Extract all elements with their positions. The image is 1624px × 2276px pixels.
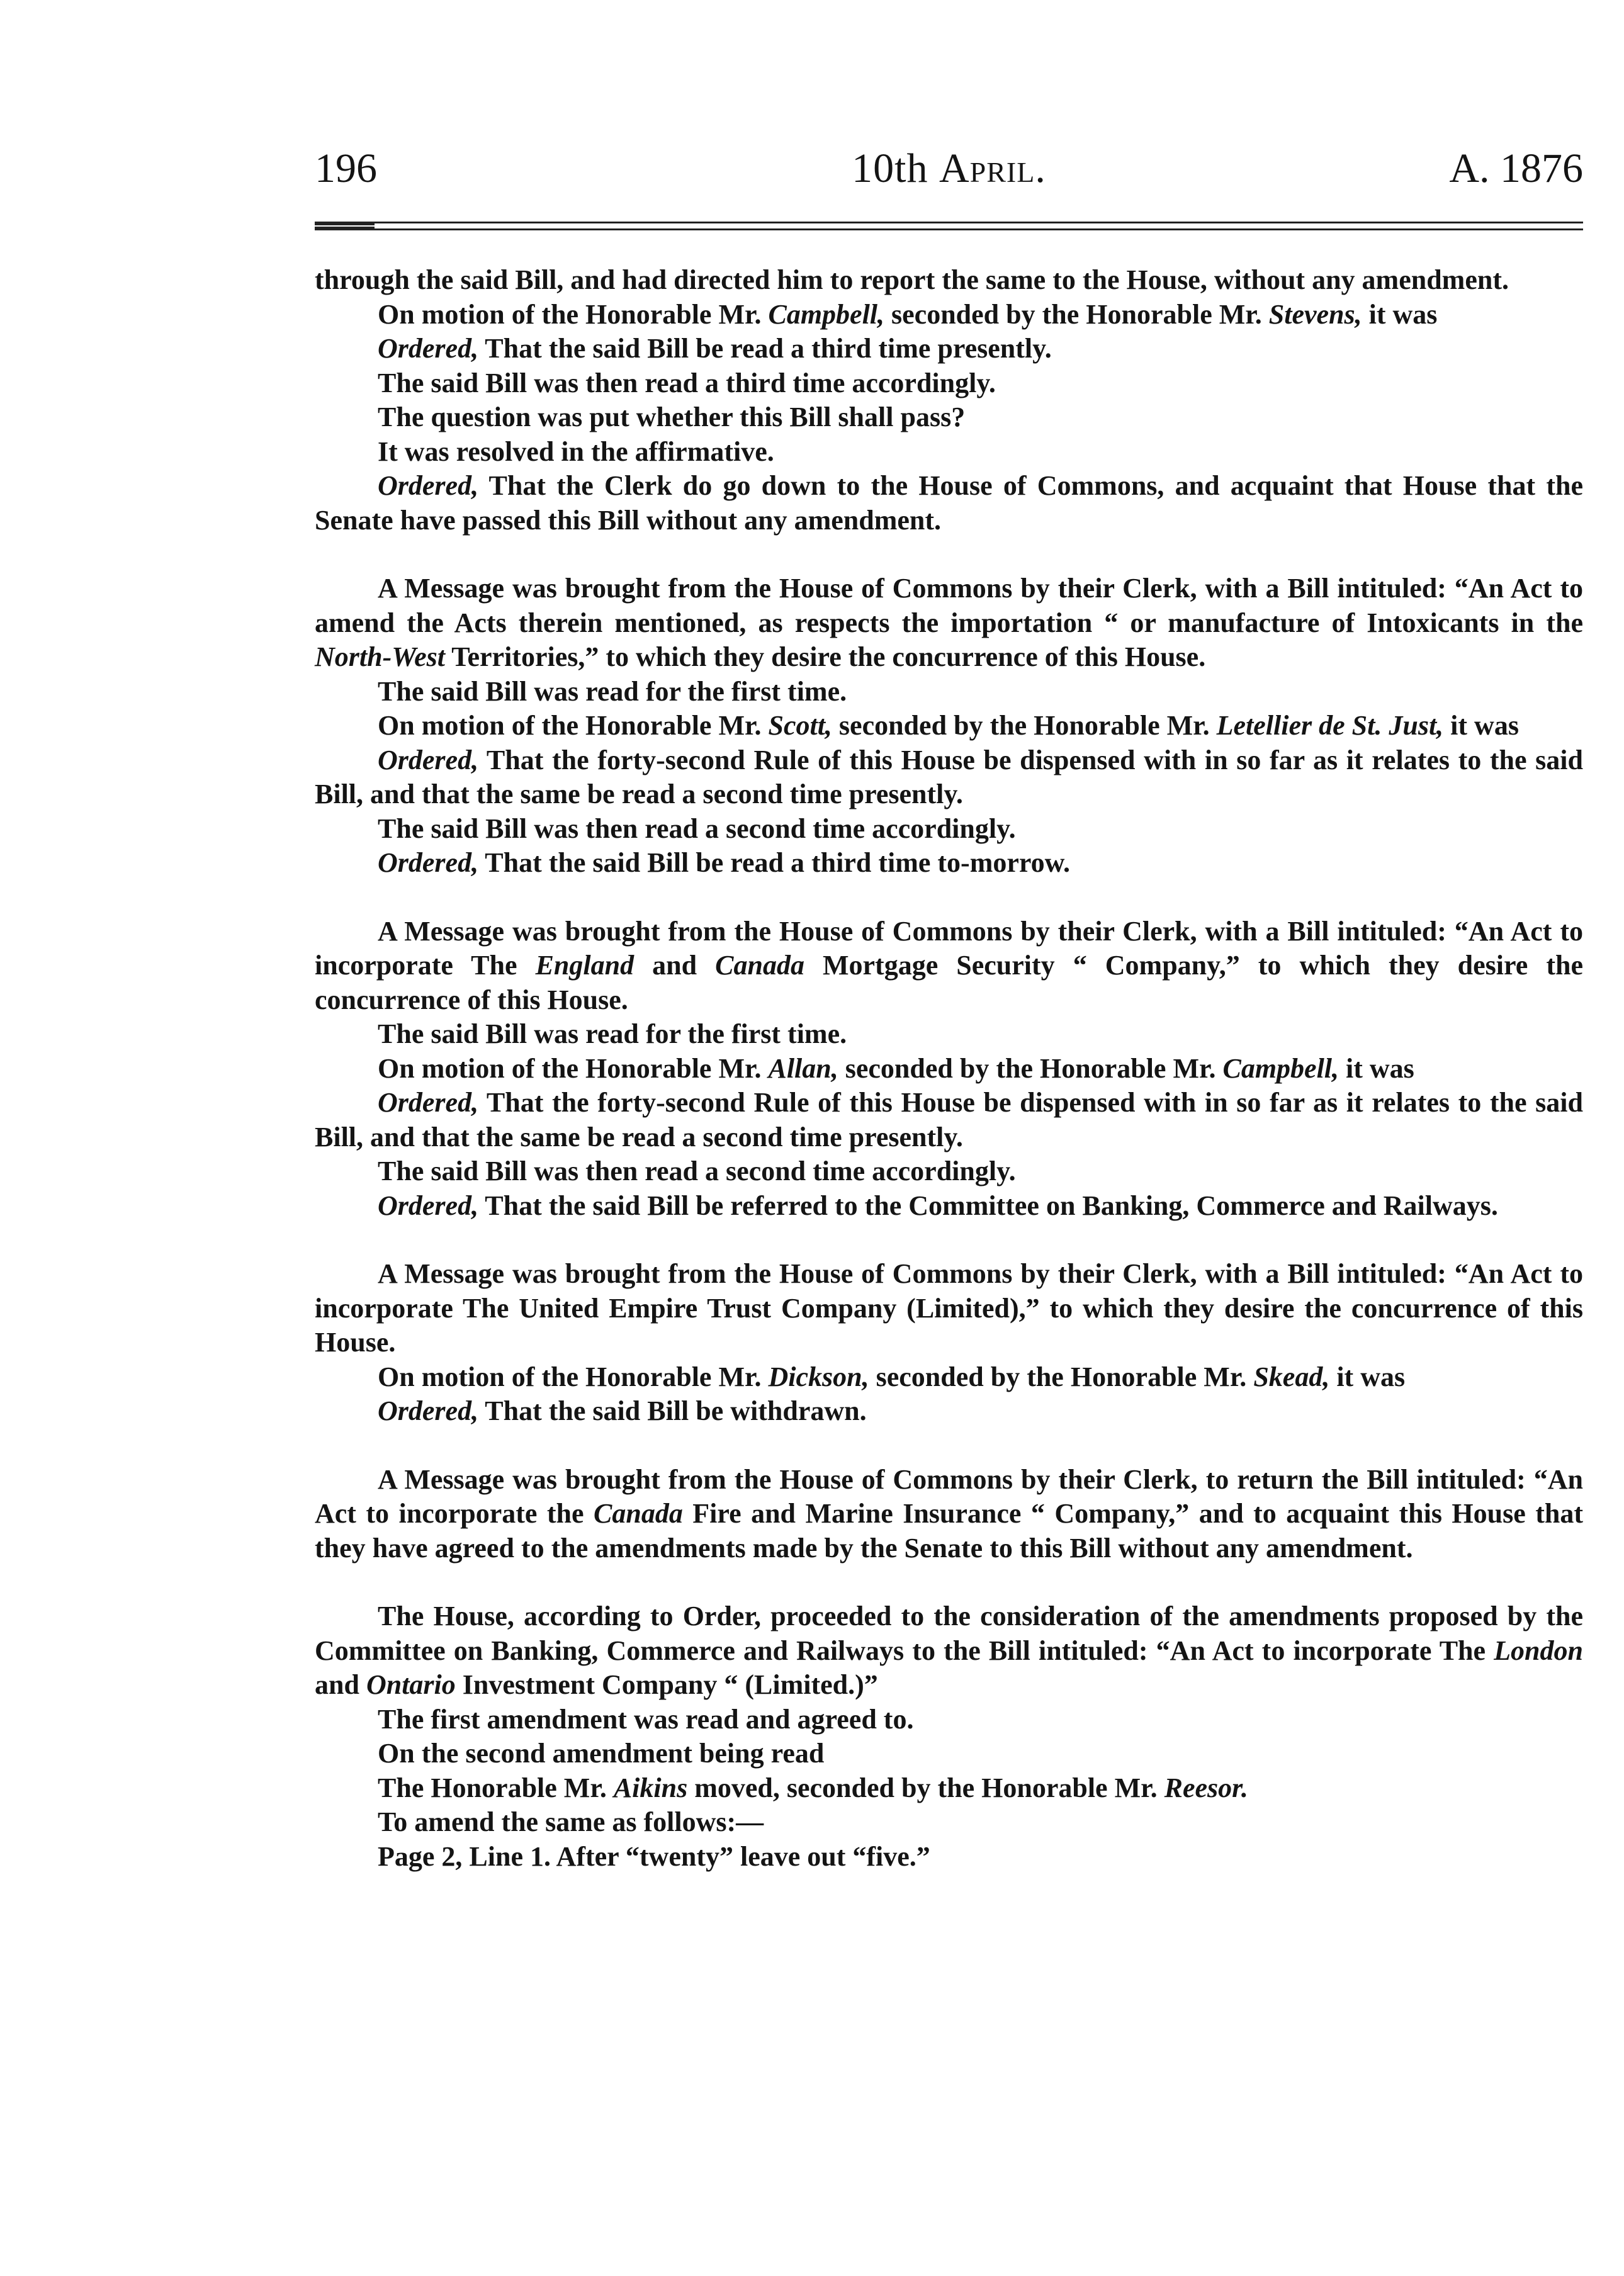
paragraph: A Message was brought from the House of Commons by their Clerk, with a Bill intituled: “An Act to incorporate The England and Canada Mortgage Security “ Company,” to which they desire the concurrence of this House. (315, 915, 1583, 1015)
page-date (315, 137, 1583, 200)
page-header (315, 137, 1583, 200)
paragraph: Ordered, That the said Bill be withdrawn. (378, 1395, 867, 1426)
italic-name: Aikins (613, 1772, 688, 1803)
italic-name: Canada (594, 1498, 683, 1529)
header-rule-accent (315, 222, 375, 230)
italic-name: Campbell, (768, 298, 885, 330)
paragraph: The House, according to Order, proceeded to the consideration of the amendments proposed by the Committee on Banking, Commerce and Railways to the Bill intituled: “An Act to incorporate The London and Ontario Investment Company “ (Limited.)” (315, 1601, 1583, 1700)
paragraph: The first amendment was read and agreed to. (378, 1703, 914, 1735)
paragraph: On motion of the Honorable Mr. Allan, seconded by the Honorable Mr. Campbell, it was (378, 1052, 1414, 1084)
italic-name: Campbell, (1222, 1052, 1339, 1084)
italic-name: Ordered, (378, 744, 479, 775)
italic-name: Scott, (768, 710, 832, 741)
paragraph: Ordered, That the said Bill be referred to the Committee on Banking, Commerce and Railways. (378, 1190, 1498, 1221)
date-day: 10th (852, 145, 928, 191)
italic-name: Reesor. (1164, 1772, 1248, 1803)
journal-text (315, 263, 1583, 1874)
italic-name: Ontario (366, 1669, 456, 1700)
paragraph: The said Bill was then read a second time accordingly. (378, 813, 1016, 844)
paragraph: A Message was brought from the House of Commons by their Clerk, with a Bill intituled: “An Act to incorporate The United Empire Trust Company (Limited),” to which they desire the concurrence of this House. (315, 1258, 1583, 1358)
paragraph: A Message was brought from the House of Commons by their Clerk, to return the Bill intituled: “An Act to incorporate the Canada Fire and Marine Insurance “ Company,” and to acquaint this House that they have agreed to the amendments made by the Senate to this Bill without any amendment. (315, 1463, 1583, 1563)
italic-name: Ordered, (378, 1395, 479, 1426)
italic-name: London (1494, 1635, 1583, 1666)
italic-name: England (535, 950, 634, 981)
paragraph: The question was put whether this Bill shall pass? (378, 402, 966, 432)
paragraph: On motion of the Honorable Mr. Campbell, seconded by the Honorable Mr. Stevens, it was (378, 298, 1438, 330)
italic-name: Ordered, (378, 333, 479, 364)
paragraph: A Message was brought from the House of Commons by their Clerk, with a Bill intituled: “An Act to amend the Acts therein mentioned, as respects the importation “ or manufacture of Intoxicants in the North-West Territories,” to which they desire the concurrence of this House. (315, 573, 1583, 672)
paragraph: The said Bill was read for the first time. (378, 1018, 847, 1049)
page-year: A. 1876 (1449, 145, 1583, 191)
page-number: 196 (315, 145, 377, 191)
paragraph: On motion of the Honorable Mr. Scott, seconded by the Honorable Mr. Letellier de St. Just, it was (378, 710, 1519, 741)
paragraph: On motion of the Honorable Mr. Dickson, seconded by the Honorable Mr. Skead, it was (378, 1361, 1406, 1392)
paragraph: The said Bill was read for the first time. (378, 675, 847, 707)
paragraph: Page 2, Line 1. After “twenty” leave out “five.” (378, 1840, 930, 1872)
paragraph: The said Bill was then read a third time accordingly. (378, 367, 996, 398)
paragraph: Ordered, That the forty-second Rule of this House be dispensed with in so far as it relates to the said Bill, and that the same be read a second time presently. (315, 1087, 1583, 1152)
italic-name: Dickson, (768, 1361, 869, 1392)
italic-name: Canada (715, 950, 804, 981)
italic-name: Stevens, (1268, 298, 1362, 330)
paragraph: Ordered, That the forty-second Rule of this House be dispensed with in so far as it relates to the said Bill, and that the same be read a second time presently. (315, 744, 1583, 809)
paragraph: through the said Bill, and had directed him to report the same to the House, without any amendment. (315, 264, 1509, 295)
italic-name: Skead, (1253, 1361, 1330, 1392)
italic-name: Ordered, (378, 847, 479, 878)
italic-name: Ordered, (378, 1087, 479, 1118)
paragraph: Ordered, That the said Bill be read a third time to-morrow. (378, 847, 1070, 878)
paragraph: Ordered, That the Clerk do go down to the House of Commons, and acquaint that House that the Senate have passed this Bill without any amendment. (315, 470, 1583, 536)
date-month: April. (939, 145, 1046, 191)
paragraph: It was resolved in the affirmative. (378, 436, 774, 467)
italic-name: Letellier de St. Just, (1216, 710, 1444, 741)
paragraph: On the second amendment being read (378, 1738, 825, 1769)
italic-name: North-West (315, 641, 445, 672)
italic-name: Ordered, (378, 1190, 479, 1221)
paragraph: Ordered, That the said Bill be read a third time presently. (378, 333, 1052, 364)
header-rule (315, 222, 1583, 230)
paragraph: The Honorable Mr. Aikins moved, seconded by the Honorable Mr. Reesor. (378, 1772, 1248, 1803)
italic-name: Ordered, (378, 470, 479, 501)
paragraph: To amend the same as follows:— (378, 1806, 764, 1837)
paragraph: The said Bill was then read a second time accordingly. (378, 1156, 1016, 1186)
italic-name: Allan, (768, 1052, 838, 1084)
